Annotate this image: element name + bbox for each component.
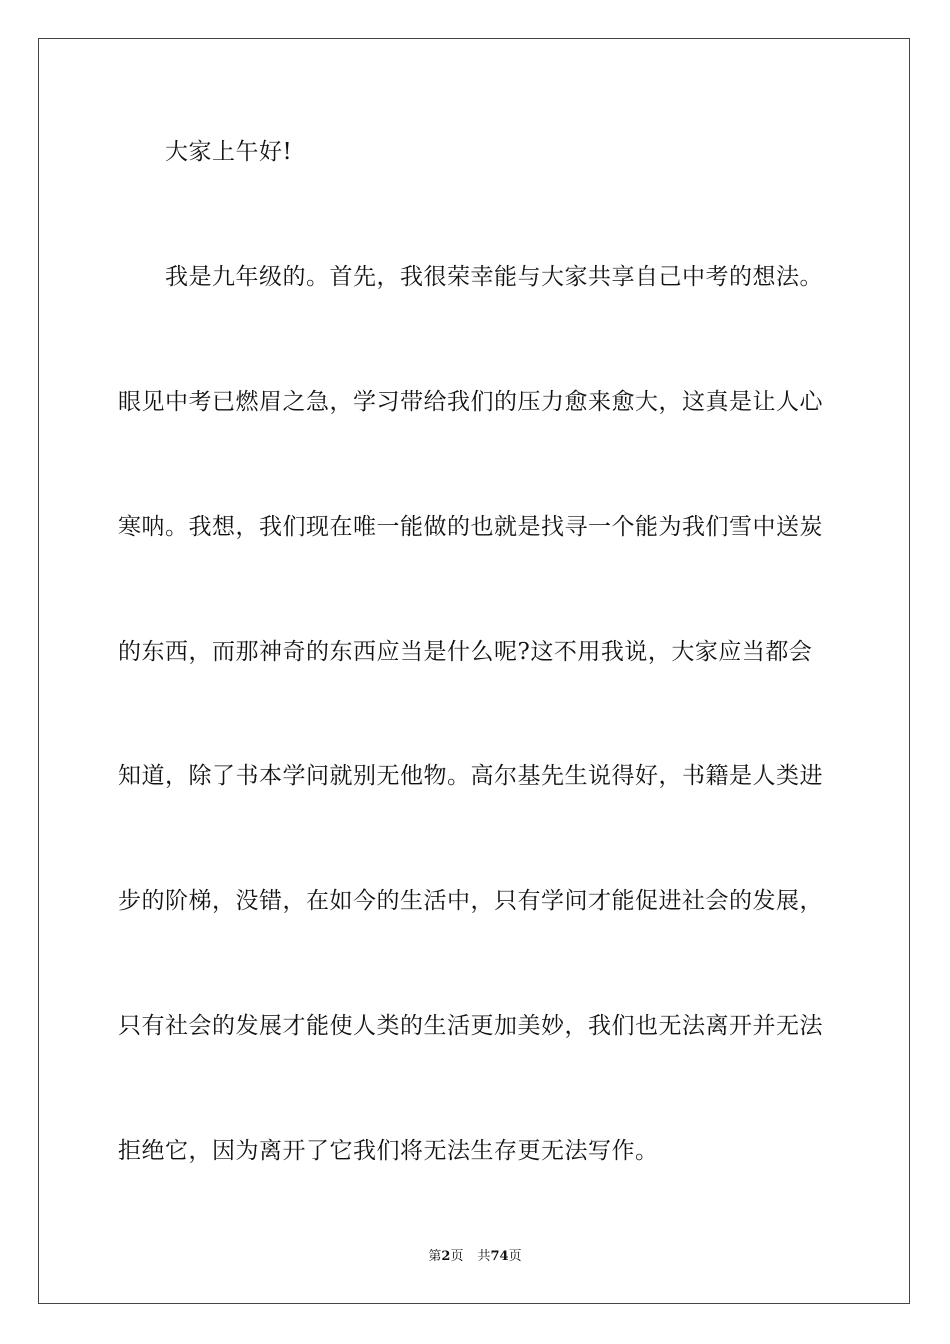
page-footer [0,1248,950,1266]
greeting-line: 大家上午好! [165,139,293,165]
paragraph-line: 知道，除了书本学问就别无他物。高尔基先生说得好，书籍是人类进 [118,763,823,789]
page-suffix: 页 [450,1249,464,1264]
page-border [38,38,910,1304]
page-prefix: 第 [428,1249,442,1264]
paragraph-line: 眼见中考已燃眉之急，学习带给我们的压力愈来愈大，这真是让人心 [118,389,823,415]
total-pages: 74 [490,1249,509,1264]
paragraph-line: 我是九年级的。首先，我很荣幸能与大家共享自己中考的想法。 [165,264,823,290]
paragraph-line: 寒呐。我想，我们现在唯一能做的也就是找寻一个能为我们雪中送炭 [118,514,823,540]
paragraph-line: 拒绝它，因为离开了它我们将无法生存更无法写作。 [118,1138,659,1164]
paragraph-line: 只有社会的发展才能使人类的生活更加美妙，我们也无法离开并无法 [118,1013,823,1039]
paragraph-line: 的东西，而那神奇的东西应当是什么呢?这不用我说，大家应当都会 [118,639,813,665]
total-prefix: 共 [477,1249,491,1264]
paragraph-line: 步的阶梯，没错，在如今的生活中，只有学问才能促进社会的发展， [118,888,823,914]
total-suffix: 页 [508,1249,522,1264]
page-number: 2 [441,1249,451,1264]
